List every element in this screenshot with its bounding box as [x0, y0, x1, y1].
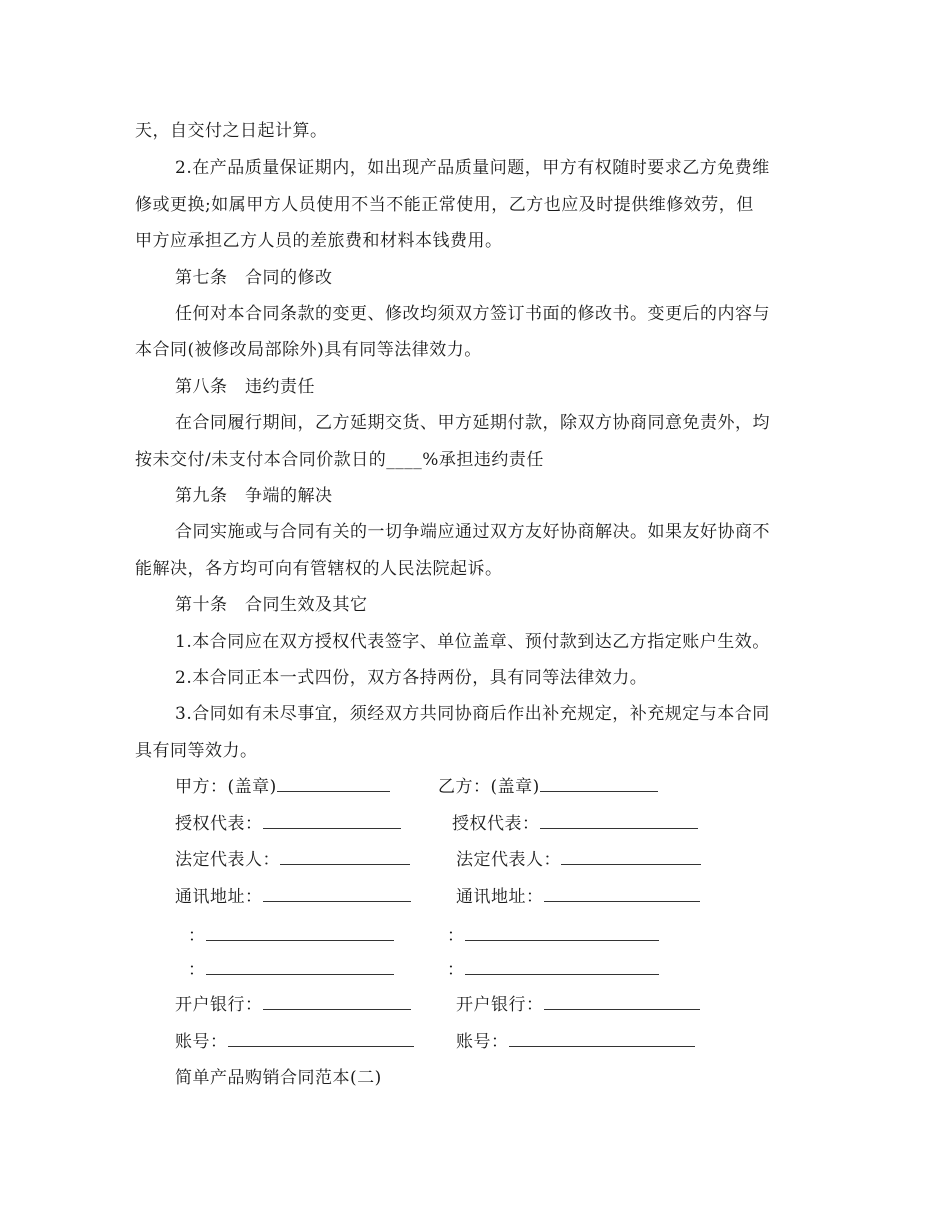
addr-a-row — [175, 885, 411, 909]
blank1-b-row — [447, 924, 659, 948]
party-a-blank — [277, 775, 390, 792]
bank-a-blank — [263, 993, 411, 1010]
legal-b-row — [456, 848, 701, 872]
acct-a-label: 账号： — [175, 1032, 228, 1052]
rep-b-blank — [540, 812, 698, 829]
addr-b-row — [456, 885, 700, 909]
paragraph-line: 合同实施或与合同有关的一切争端应通过双方友好协商解决。如果友好协商不 — [175, 522, 770, 542]
paragraph-line: 1.本合同应在双方授权代表签字、单位盖章、预付款到达乙方指定账户生效。 — [175, 632, 770, 652]
paragraph-line: 任何对本合同条款的变更、修改均须双方签订书面的修改书。变更后的内容与 — [175, 304, 770, 324]
section-heading: 第九条 争端的解决 — [175, 486, 333, 506]
blank2-a-label: ： — [188, 960, 206, 980]
party-b-blank — [540, 775, 658, 792]
party-a-label: 甲方：(盖章) — [175, 777, 277, 797]
paragraph-line: 2.在产品质量保证期内，如出现产品质量问题，甲方有权随时要求乙方免费维 — [175, 158, 770, 178]
bank-a-label: 开户银行： — [175, 995, 263, 1015]
rep-b-row — [452, 812, 698, 836]
blank1-b-line — [465, 924, 659, 941]
paragraph-line: 按未交付/未支付本合同价款日的____%承担违约责任 — [135, 450, 544, 470]
bank-b-blank — [544, 993, 700, 1010]
addr-a-label: 通讯地址： — [175, 887, 263, 907]
blank2-b-row — [447, 958, 659, 982]
section-heading: 第八条 违约责任 — [175, 377, 315, 397]
blank1-b-label: ： — [447, 926, 465, 946]
blank2-b-line — [465, 958, 659, 975]
acct-a-blank — [228, 1030, 414, 1047]
rep-a-label: 授权代表： — [175, 814, 263, 834]
section-heading: 第十条 合同生效及其它 — [175, 595, 368, 615]
paragraph-line: 在合同履行期间，乙方延期交货、甲方延期付款，除双方协商同意免责外，均 — [175, 413, 770, 433]
next-section-title: 简单产品购销合同范本(二) — [175, 1068, 382, 1088]
blank2-a-row — [188, 958, 394, 982]
paragraph-line: 3.合同如有未尽事宜，须经双方共同协商后作出补充规定，补充规定与本合同 — [175, 704, 770, 724]
paragraph-line: 能解决，各方均可向有管辖权的人民法院起诉。 — [135, 559, 503, 579]
addr-b-blank — [544, 885, 700, 902]
acct-b-blank — [509, 1030, 695, 1047]
blank1-a-line — [206, 924, 394, 941]
legal-a-blank — [280, 848, 410, 865]
paragraph-line: 2.本合同正本一式四份，双方各持两份，具有同等法律效力。 — [175, 668, 648, 688]
legal-a-row — [175, 848, 410, 872]
rep-a-row — [175, 812, 401, 836]
paragraph-line: 本合同(被修改局部除外)具有同等法律效力。 — [135, 340, 482, 360]
addr-b-label: 通讯地址： — [456, 887, 544, 907]
party-b-row — [438, 775, 658, 799]
paragraph-line: 天，自交付之日起计算。 — [135, 121, 328, 141]
blank1-a-label: ： — [188, 926, 206, 946]
blank2-b-label: ： — [447, 960, 465, 980]
legal-a-label: 法定代表人： — [175, 850, 280, 870]
acct-b-label: 账号： — [456, 1032, 509, 1052]
rep-b-label: 授权代表： — [452, 814, 540, 834]
bank-a-row — [175, 993, 411, 1017]
paragraph-line: 修或更换;如属甲方人员使用不当不能正常使用，乙方也应及时提供维修效劳，但 — [135, 195, 754, 215]
party-a-row — [175, 775, 390, 799]
paragraph-line: 具有同等效力。 — [135, 741, 258, 761]
legal-b-label: 法定代表人： — [456, 850, 561, 870]
acct-a-row — [175, 1030, 414, 1054]
party-b-label: 乙方：(盖章) — [438, 777, 540, 797]
paragraph-line: 甲方应承担乙方人员的差旅费和材料本钱费用。 — [135, 231, 503, 251]
acct-b-row — [456, 1030, 695, 1054]
rep-a-blank — [263, 812, 401, 829]
bank-b-row — [456, 993, 700, 1017]
blank2-a-line — [206, 958, 394, 975]
addr-a-blank — [263, 885, 411, 902]
bank-b-label: 开户银行： — [456, 995, 544, 1015]
blank1-a-row — [188, 924, 394, 948]
legal-b-blank — [561, 848, 701, 865]
section-heading: 第七条 合同的修改 — [175, 268, 333, 288]
